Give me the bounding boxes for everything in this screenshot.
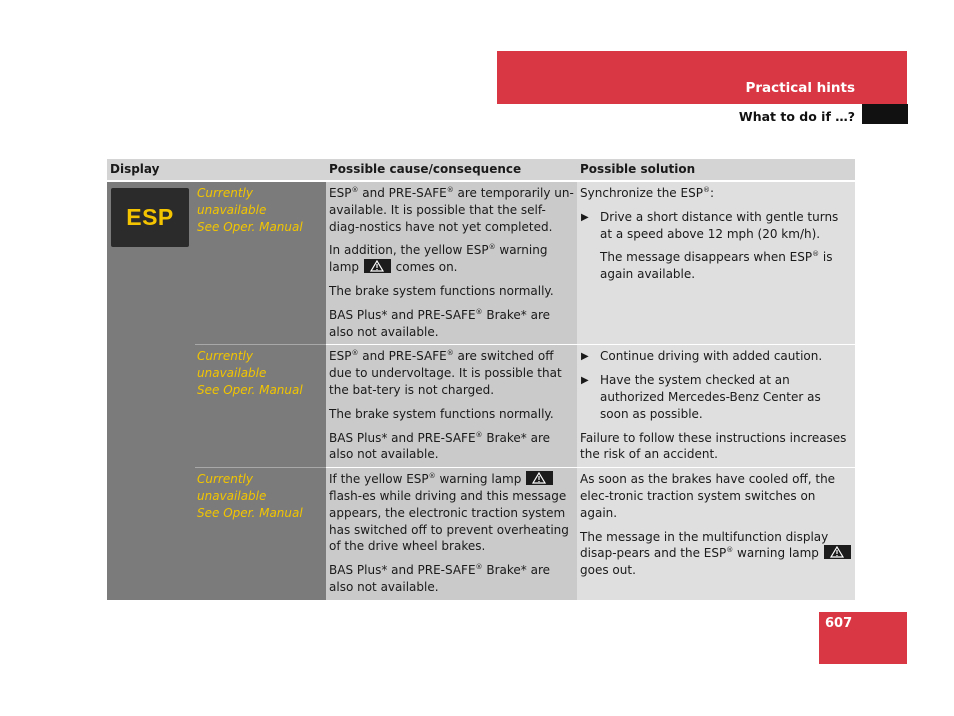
solution-cell [577, 468, 855, 600]
cause-paragraph: The brake system functions normally. [329, 283, 554, 298]
esp-display-icon [111, 188, 189, 247]
solution-cell [577, 345, 855, 468]
cause-paragraph: BAS Plus* and PRE-SAFE® Brake* are also not available. [329, 307, 551, 339]
cause-paragraph: BAS Plus* and PRE-SAFE® Brake* are also not available. [329, 563, 551, 594]
cause-paragraph: ESP® and PRE-SAFE® are temporarily un-available. It is possible that the self-diag-nostics have not yet completed. [329, 186, 574, 234]
header-band [497, 51, 907, 104]
bullet-arrow-icon: ▶ [581, 375, 589, 387]
solution-note: The message disappears when ESP® is again available. [600, 250, 833, 282]
section-title: Practical hints [745, 80, 855, 96]
cause-cell [326, 468, 577, 600]
solution-step: ▶ Continue driving with added caution. [580, 348, 852, 365]
warning-triangle-icon [824, 545, 851, 559]
solution-step: ▶ Have the system checked at an authorized Mercedes-Benz Center as soon as possible. [581, 373, 821, 421]
cause-cell [326, 181, 577, 345]
table-row [107, 468, 855, 600]
solution-cell [577, 181, 855, 345]
cause-paragraph: In addition, the yellow ESP® warning lamp comes on. [329, 243, 548, 275]
message-line: See Oper. Manual [197, 382, 303, 397]
table-row [107, 181, 855, 345]
cause-paragraph: ESP® and PRE-SAFE® are switched off due to undervoltage. It is possible that the bat-tery is not charged. [329, 349, 562, 397]
solution-paragraph: Synchronize the ESP®: [580, 186, 714, 200]
message-line: Currently unavailable [197, 472, 267, 503]
table-row [107, 345, 855, 468]
display-message [195, 181, 326, 345]
cause-paragraph: BAS Plus* and PRE-SAFE® Brake* are also not available. [329, 430, 551, 462]
cause-paragraph: The brake system functions normally. [329, 406, 554, 421]
header-marker [862, 104, 908, 124]
header-cause: Possible cause/consequence [326, 159, 577, 181]
table-header-row [107, 159, 855, 181]
warning-triangle-icon [526, 471, 553, 485]
solution-paragraph: The message in the multifunction display disap-pears and the ESP® warning lamp goes out. [580, 529, 852, 579]
message-line: Currently unavailable [197, 349, 267, 381]
header-display: Display [107, 159, 326, 181]
display-message [195, 468, 326, 600]
solution-note: Failure to follow these instructions increases the risk of an accident. [580, 430, 847, 462]
display-cell [107, 181, 195, 600]
warning-triangle-icon [364, 259, 391, 273]
display-message [195, 345, 326, 468]
solution-step: ▶ Drive a short distance with gentle turns at a speed above 12 mph (20 km/h). [581, 209, 839, 241]
message-line: See Oper. Manual [197, 505, 303, 520]
cause-paragraph: If the yellow ESP® warning lamp flash-es while driving and this message appears, the electronic traction system has switched off to prevent overheating of the drive wheel brakes. [329, 472, 569, 554]
esp-icon-label: ESP [126, 204, 174, 231]
page-number-box [819, 612, 907, 664]
bullet-arrow-icon: ▶ [581, 211, 589, 223]
subsection-title: What to do if …? [738, 109, 855, 124]
message-line: Currently unavailable [197, 186, 267, 217]
header-solution: Possible solution [577, 159, 855, 181]
solution-paragraph: As soon as the brakes have cooled off, the elec-tronic traction system switches on again. [580, 472, 836, 520]
bullet-arrow-icon: ▶ [581, 351, 589, 363]
troubleshooting-table [107, 159, 855, 600]
cause-cell [326, 345, 577, 468]
page-number: 607 [825, 616, 853, 631]
message-line: See Oper. Manual [197, 219, 303, 234]
